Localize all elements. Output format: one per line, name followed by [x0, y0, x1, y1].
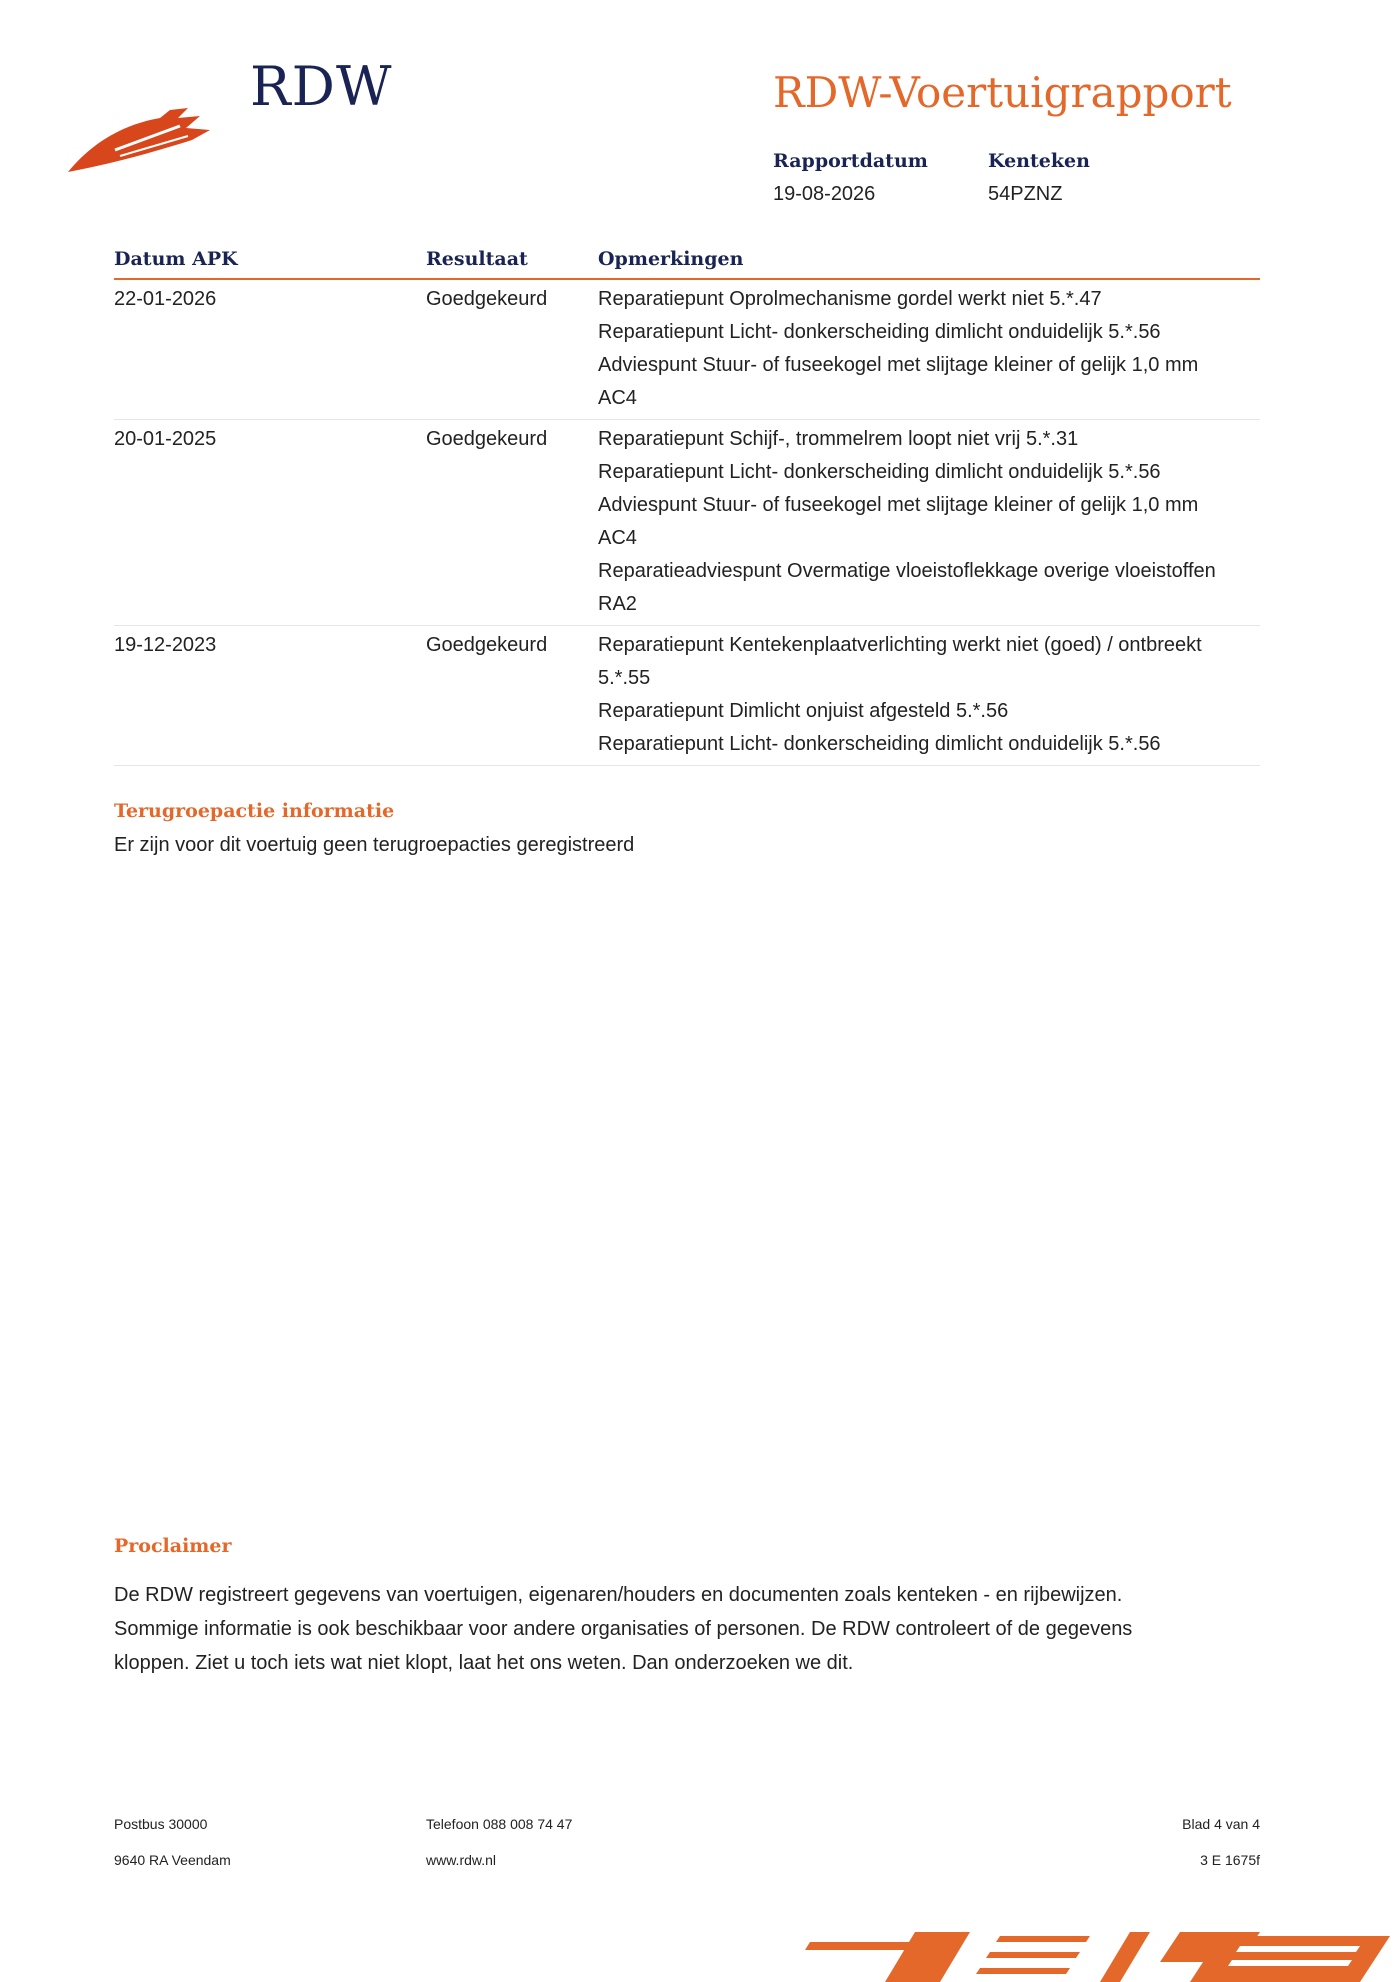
report-date-block: [773, 150, 928, 206]
table-row: [114, 280, 1260, 420]
report-date-value: 19-08-2026: [773, 183, 876, 205]
decorative-stripes-icon: [800, 1922, 1400, 1982]
apk-remarks: [598, 283, 1218, 415]
footer-code: 3 E 1675f: [1200, 1852, 1260, 1868]
plate-value: 54PZNZ: [988, 183, 1063, 205]
proclaimer-line: De RDW registreert gegevens van voertuigen, eigenaren/houders en documenten zoals kenteken - en rijbewijzen.: [114, 1584, 1123, 1606]
apk-result: Goedgekeurd: [426, 428, 548, 450]
remark-item: Reparatiepunt Licht- donkerscheiding dimlicht onduidelijk 5.*.56: [598, 461, 1161, 483]
logo-wordmark: RDW: [250, 55, 393, 118]
proclaimer-line: kloppen. Ziet u toch iets wat niet klopt, laat het ons weten. Dan onderzoeken we dit.: [114, 1652, 854, 1674]
recall-heading: Terugroepactie informatie: [114, 800, 395, 822]
footer-phone: Telefoon 088 008 74 47: [426, 1816, 573, 1832]
remark-item: Reparatieadviespunt Overmatige vloeistoflekkage overige vloeistoffen RA2: [598, 560, 1216, 615]
remark-item: Reparatiepunt Kentekenplaatverlichting werkt niet (goed) / ontbreekt 5.*.55: [598, 634, 1202, 689]
proclaimer-text: [114, 1578, 1132, 1680]
apk-remarks: [598, 423, 1218, 621]
column-header-date: Datum APK: [114, 248, 238, 270]
table-row: [114, 626, 1260, 766]
remark-item: Reparatiepunt Licht- donkerscheiding dimlicht onduidelijk 5.*.56: [598, 733, 1161, 755]
remark-item: Adviespunt Stuur- of fuseekogel met slijtage kleiner of gelijk 1,0 mm AC4: [598, 354, 1199, 409]
apk-date: 20-01-2025: [114, 428, 217, 450]
remark-item: Reparatiepunt Dimlicht onjuist afgesteld 5.*.56: [598, 700, 1009, 722]
apk-table-header: [114, 248, 1260, 280]
plate-block: [988, 150, 1090, 206]
apk-table: [114, 248, 1260, 766]
apk-result: Goedgekeurd: [426, 288, 548, 310]
report-date-label: Rapportdatum: [773, 150, 928, 172]
page-title: RDW-Voertuigrapport: [773, 68, 1232, 117]
footer-page-info: [1100, 1816, 1260, 1888]
column-header-result: Resultaat: [426, 248, 528, 270]
remark-item: Reparatiepunt Oprolmechanisme gordel werkt niet 5.*.47: [598, 288, 1102, 310]
apk-result: Goedgekeurd: [426, 634, 548, 656]
recall-text: Er zijn voor dit voertuig geen terugroepacties geregistreerd: [114, 834, 635, 856]
apk-date: 19-12-2023: [114, 634, 217, 656]
proclaimer-heading: Proclaimer: [114, 1535, 232, 1557]
proclaimer-line: Sommige informatie is ook beschikbaar voor andere organisaties of personen. De RDW controleert of de gegevens: [114, 1618, 1133, 1640]
remark-item: Reparatiepunt Schijf-, trommelrem loopt niet vrij 5.*.31: [598, 428, 1079, 450]
footer-city: 9640 RA Veendam: [114, 1852, 231, 1868]
footer-address: [114, 1816, 231, 1888]
footer-contact: [426, 1816, 572, 1888]
footer-page-number: Blad 4 van 4: [1182, 1816, 1260, 1832]
rdw-logo: [60, 55, 393, 185]
apk-date: 22-01-2026: [114, 288, 217, 310]
plate-label: Kenteken: [988, 150, 1090, 172]
rdw-wing-icon: [60, 90, 240, 200]
remark-item: Adviespunt Stuur- of fuseekogel met slijtage kleiner of gelijk 1,0 mm AC4: [598, 494, 1199, 549]
footer-website: www.rdw.nl: [426, 1852, 497, 1868]
remark-item: Reparatiepunt Licht- donkerscheiding dimlicht onduidelijk 5.*.56: [598, 321, 1161, 343]
column-header-remarks: Opmerkingen: [598, 248, 744, 270]
footer-postbus: Postbus 30000: [114, 1816, 208, 1832]
table-row: [114, 420, 1260, 626]
apk-remarks: [598, 629, 1218, 761]
